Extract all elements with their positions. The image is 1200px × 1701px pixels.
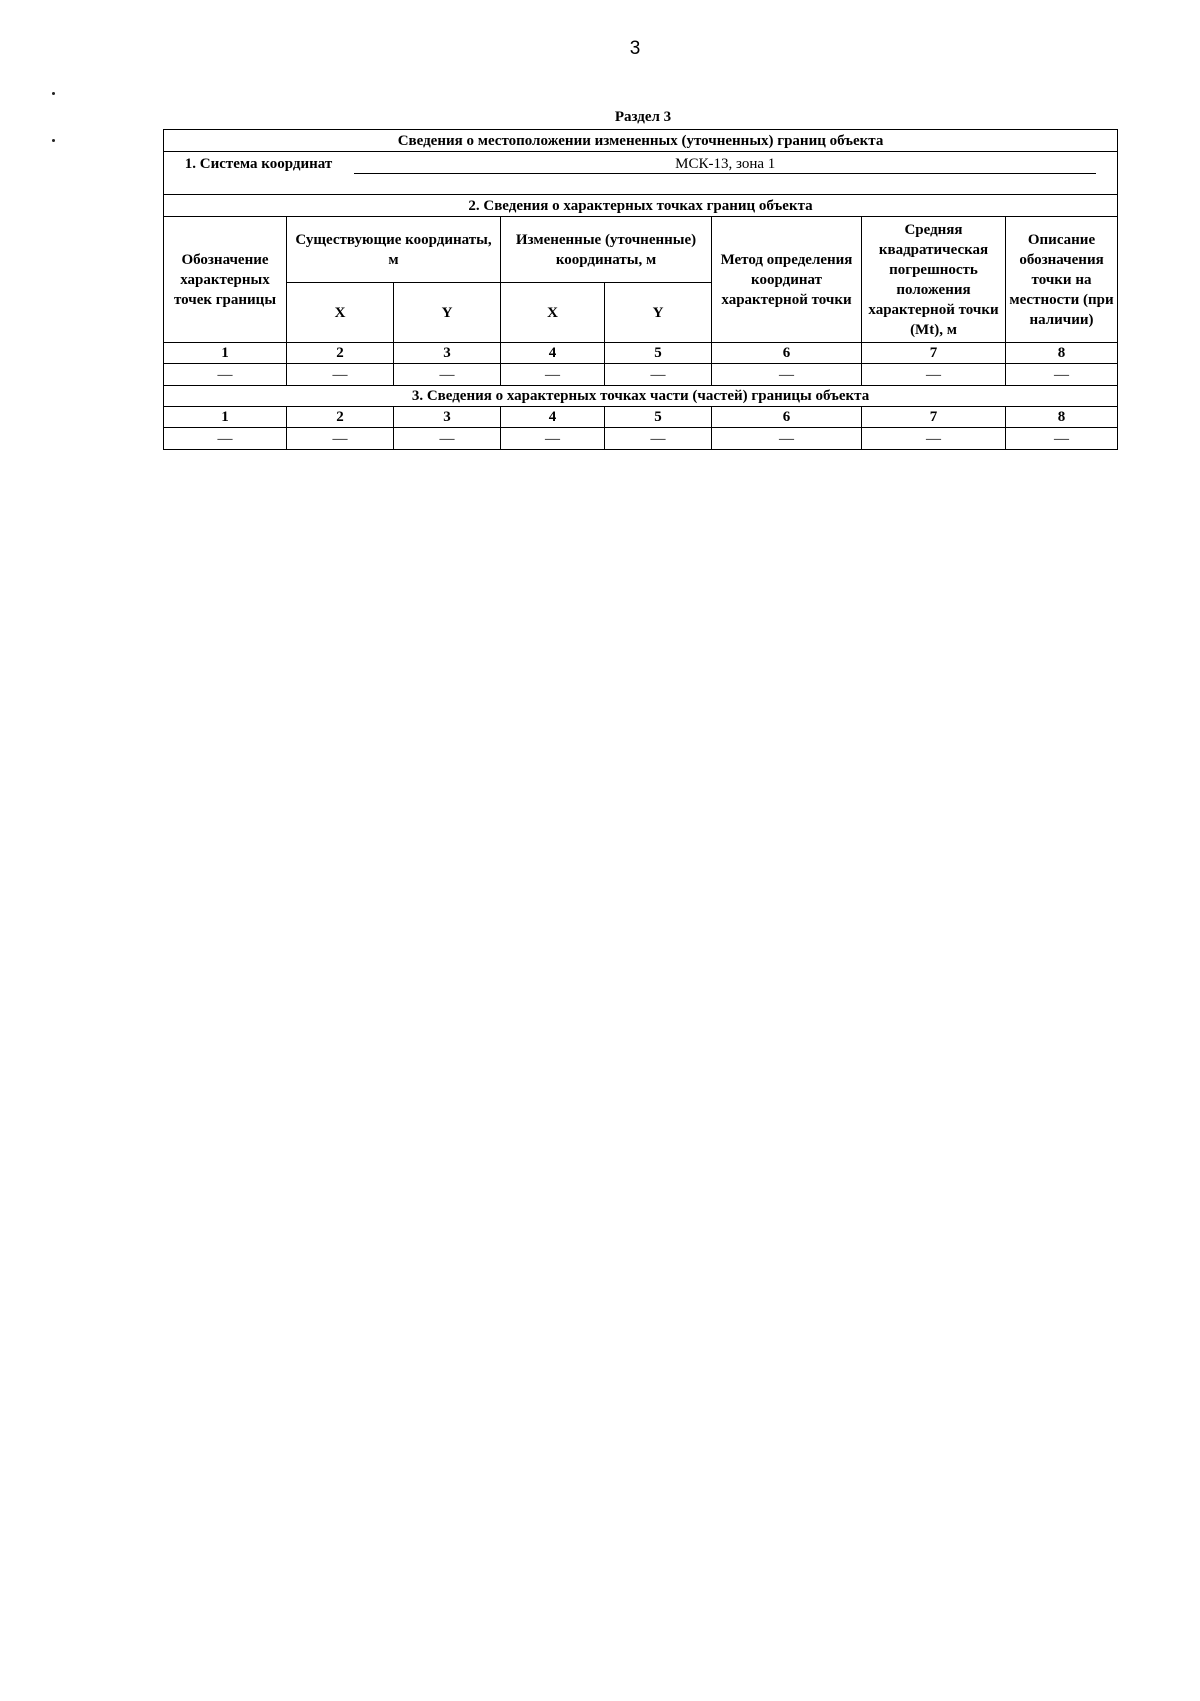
- table-title: Сведения о местоположении измененных (уточненных) границ объекта: [164, 130, 1118, 152]
- table-cell: —: [712, 364, 862, 386]
- table-cell: —: [862, 428, 1006, 450]
- header-error: Средняя квадратическая погрешность положения характерной точки (Mt), м: [862, 217, 1006, 343]
- section-title: Раздел 3: [614, 109, 672, 125]
- scan-speck: [52, 92, 55, 95]
- table-cell: —: [287, 364, 394, 386]
- column-number: 2: [287, 343, 394, 364]
- table-cell: —: [605, 428, 712, 450]
- column-number: 8: [1006, 343, 1118, 364]
- column-number: 4: [501, 407, 605, 428]
- table-cell: —: [394, 428, 501, 450]
- column-number: 3: [394, 407, 501, 428]
- table-cell: —: [287, 428, 394, 450]
- coord-system-value: МСК-13, зона 1: [354, 155, 1096, 174]
- parts-section-title: 3. Сведения о характерных точках части (частей) границы объекта: [164, 386, 1118, 407]
- points-section-title: 2. Сведения о характерных точках границ объекта: [164, 195, 1118, 217]
- table-cell: —: [164, 428, 287, 450]
- table-cell: —: [1006, 364, 1118, 386]
- column-number: 3: [394, 343, 501, 364]
- column-number: 2: [287, 407, 394, 428]
- coord-system-label: 1. Система координат: [184, 156, 333, 172]
- header-designation: Обозначение характерных точек границы: [164, 217, 287, 343]
- table-cell: —: [862, 364, 1006, 386]
- blank-row: [164, 176, 1118, 195]
- header-method: Метод определения координат характерной точки: [712, 217, 862, 343]
- column-number: 8: [1006, 407, 1118, 428]
- table-cell: —: [712, 428, 862, 450]
- table-cell: —: [1006, 428, 1118, 450]
- boundary-table: [163, 129, 1118, 450]
- column-number: 7: [862, 407, 1006, 428]
- header-description: Описание обозначения точки на местности (при наличии): [1006, 217, 1118, 343]
- header-changed: Измененные (уточненные) координаты, м: [501, 217, 712, 283]
- column-number: 1: [164, 407, 287, 428]
- column-number: 5: [605, 407, 712, 428]
- header-changed-x: X: [501, 283, 605, 343]
- header-existing-y: Y: [394, 283, 501, 343]
- column-number: 4: [501, 343, 605, 364]
- header-changed-y: Y: [605, 283, 712, 343]
- table-cell: —: [164, 364, 287, 386]
- header-existing-x: X: [287, 283, 394, 343]
- table-cell: —: [501, 364, 605, 386]
- column-number: 6: [712, 343, 862, 364]
- coord-system-row: [164, 152, 1118, 177]
- table-cell: —: [501, 428, 605, 450]
- table-cell: —: [605, 364, 712, 386]
- column-number: 7: [862, 343, 1006, 364]
- column-number: 5: [605, 343, 712, 364]
- page-number: 3: [629, 38, 641, 59]
- header-existing: Существующие координаты, м: [287, 217, 501, 283]
- scan-speck: [52, 139, 55, 142]
- column-number: 1: [164, 343, 287, 364]
- table-cell: —: [394, 364, 501, 386]
- column-number: 6: [712, 407, 862, 428]
